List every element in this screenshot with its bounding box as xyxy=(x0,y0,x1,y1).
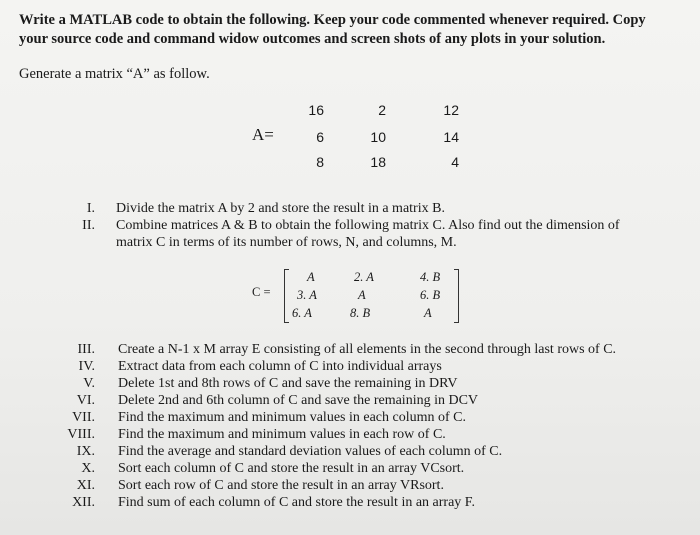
item-number: X. xyxy=(81,461,95,476)
item-text: Sort each row of C and store the result in an array VRsort. xyxy=(118,478,444,493)
item-text: Sort each column of C and store the result in an array VCsort. xyxy=(118,461,465,476)
item-text: Create a N-1 x M array E consisting of all elements in the second through last rows of C. xyxy=(118,342,617,357)
item-number: VII. xyxy=(72,410,95,425)
item-number: V. xyxy=(83,376,95,391)
item-text: Combine matrices A & B to obtain the following matrix C. Also find out the dimension of xyxy=(116,218,620,233)
item-text: Delete 1st and 8th rows of C and save the remaining in DRV xyxy=(118,376,458,391)
item-number: VI. xyxy=(76,393,95,408)
item-text: Extract data from each column of C into individual arrays xyxy=(118,359,442,374)
matrix-a-label: A= xyxy=(252,125,274,144)
matrix-a-cell: 10 xyxy=(370,129,386,145)
item-text: Delete 2nd and 6th column of C and save the remaining in DCV xyxy=(118,393,479,408)
matrix-a-cell: 8 xyxy=(316,154,324,170)
matrix-c-cell: 2. A xyxy=(354,270,374,284)
item-text: Find the maximum and minimum values in each column of C. xyxy=(118,410,467,425)
matrix-c-cell: 8. B xyxy=(350,306,371,320)
matrix-c-cell: 6. A xyxy=(292,306,312,320)
item-number: III. xyxy=(77,342,95,357)
instructions-heading xyxy=(19,11,646,49)
matrix-a-cell: 16 xyxy=(308,102,324,118)
matrix-a-cell: 6 xyxy=(316,129,324,145)
instructions-line-2: your source code and command widow outcomes and screen shots of any plots in your solution. xyxy=(19,31,606,47)
matrix-c-cell: 3. A xyxy=(297,288,317,302)
matrix-c-cell: A xyxy=(424,306,432,320)
item-number: XI. xyxy=(76,478,95,493)
item-number: II. xyxy=(82,218,95,233)
matrix-c-right-bracket xyxy=(454,269,459,323)
matrix-c-cell: A xyxy=(358,288,366,302)
matrix-a-cell: 18 xyxy=(370,154,386,170)
item-text-continued: matrix C in terms of its number of rows, N, and columns, M. xyxy=(116,235,457,250)
item-text: Find the average and standard deviation values of each column of C. xyxy=(118,444,503,459)
matrix-c-left-bracket xyxy=(284,269,289,323)
matrix-a-cell: 12 xyxy=(443,102,459,118)
item-number: XII. xyxy=(72,495,95,510)
item-number: I. xyxy=(86,201,95,216)
matrix-a-cell: 14 xyxy=(443,129,459,145)
matrix-c-cell: A xyxy=(307,270,315,284)
matrix-c-cell: 4. B xyxy=(420,270,441,284)
item-number: VIII. xyxy=(67,427,95,442)
generate-matrix-text: Generate a matrix “A” as follow. xyxy=(19,66,210,82)
matrix-c-label: C = xyxy=(252,285,271,299)
item-number: IV. xyxy=(78,359,95,374)
matrix-c-cell: 6. B xyxy=(420,288,441,302)
item-text: Find sum of each column of C and store the result in an array F. xyxy=(118,495,475,510)
matrix-a-cell: 2 xyxy=(378,102,386,118)
item-text: Divide the matrix A by 2 and store the result in a matrix B. xyxy=(116,201,445,216)
instructions-line-1: Write a MATLAB code to obtain the following. Keep your code commented whenever required. Copy xyxy=(19,12,646,28)
matrix-a-cell: 4 xyxy=(451,154,459,170)
item-text: Find the maximum and minimum values in each row of C. xyxy=(118,427,446,442)
item-number: IX. xyxy=(76,444,95,459)
